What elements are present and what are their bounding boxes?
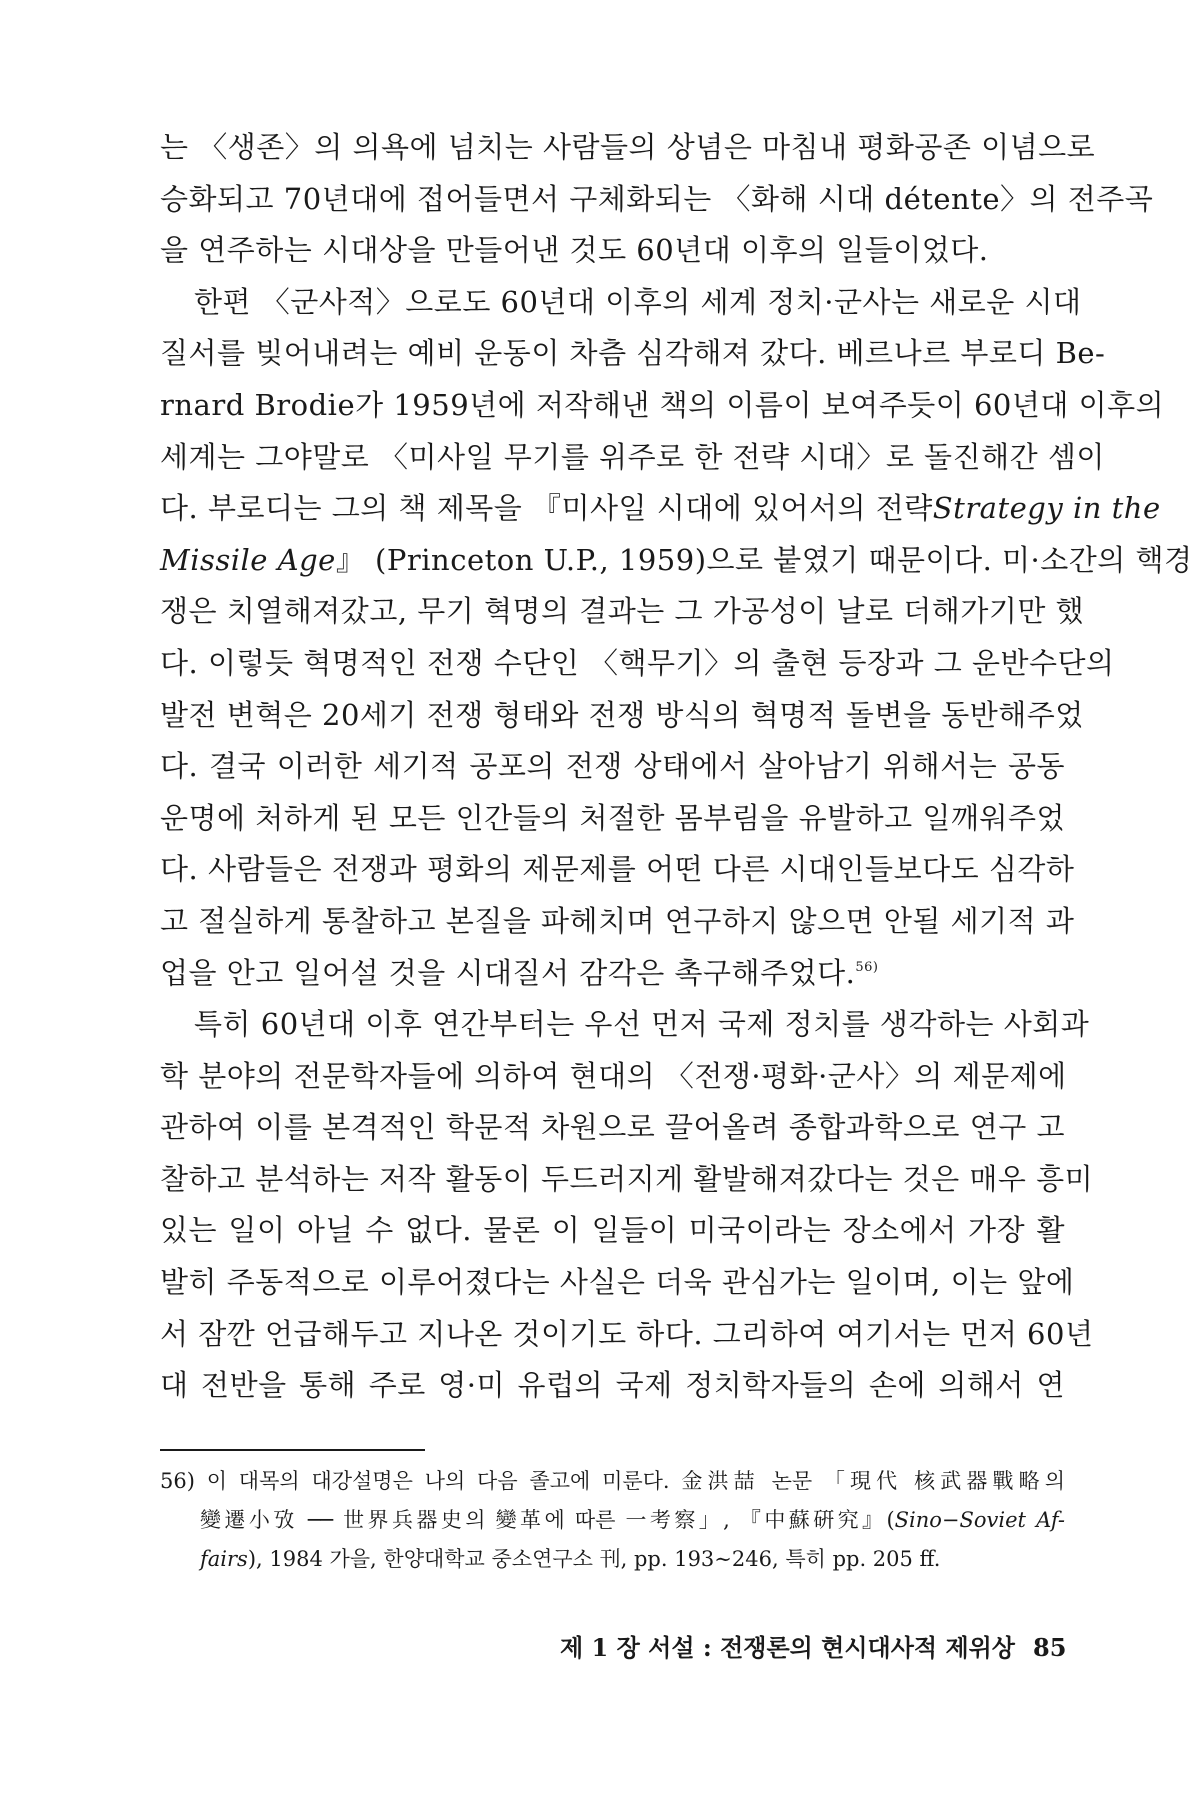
body-line: 발전 변혁은 20세기 전쟁 형태와 전쟁 방식의 혁명적 돌변을 동반해주었 [160,697,1084,732]
body-line: 운명에 처하게 된 모든 인간들의 처절한 몸부림을 유발하고 일깨워주었 [160,800,1065,835]
footnote-line [160,1501,1065,1540]
footnote-reference[interactable]: 56) [855,959,879,975]
body-line: 찰하고 분석하는 저작 활동이 두드러지게 활발해져갔다는 것은 매우 흥미 [160,1161,1094,1196]
body-line: rnard Brodie가 1959년에 저작해낸 책의 이름이 보여주듯이 60년대 이후의 [160,387,1165,422]
body-line: 서 잠깐 언급해두고 지나온 것이기도 하다. 그리하여 여기서는 먼저 60년 [160,1316,1094,1351]
footnote-italic: Sino−Soviet Af- [894,1508,1065,1532]
page-footer [560,1628,1066,1663]
body-text [160,122,1193,1412]
body-line-text: 』 (Princeton U.P., 1959)으로 붙였기 때문이다. 미·소간의 핵경 [335,542,1193,577]
body-line: 한편 〈군사적〉으로도 60년대 이후의 세계 정치·군사는 새로운 시대 [194,284,1082,319]
body-line: 질서를 빚어내려는 예비 운동이 차츰 심각해져 갔다. 베르나르 부로디 Be- [160,336,1106,371]
book-title-italic: Strategy in the [932,491,1161,526]
footnote-divider [160,1449,425,1451]
body-line: 다. 이렇듯 혁명적인 전쟁 수단인 〈핵무기〉의 출현 등장과 그 운반수단의 [160,645,1115,680]
body-line: 세계는 그야말로 〈미사일 무기를 위주로 한 전략 시대〉로 돌진해간 셈이 [160,439,1105,474]
body-line: 특히 60년대 이후 연간부터는 우선 먼저 국제 정치를 생각하는 사회과 [194,1007,1090,1042]
body-line [160,483,1161,535]
body-line: 관하여 이를 본격적인 학문적 차원으로 끌어올려 종합과학으로 연구 고 [160,1110,1065,1145]
body-line: 쟁은 치열해져갔고, 무기 혁명의 결과는 그 가공성이 날로 더해가기만 했 [160,594,1085,629]
footnote-text: ), 1984 가을, 한양대학교 중소연구소 刊, pp. 193∼246, 특히 pp. 205 ff. [247,1547,941,1571]
body-line: 발히 주동적으로 이루어졌다는 사실은 더욱 관심가는 일이며, 이는 앞에 [160,1265,1075,1300]
body-line-text: 다. 부로디는 그의 책 제목을 『미사일 시대에 있어서의 전략 [160,491,933,526]
body-line: 을 연주하는 시대상을 만들어낸 것도 60년대 이후의 일들이었다. [160,233,989,268]
body-line: 있는 일이 아닐 수 없다. 물론 이 일들이 미국이라는 장소에서 가장 활 [160,1213,1065,1248]
body-line: 고 절실하게 통찰하고 본질을 파헤치며 연구하지 않으면 안될 세기적 과 [160,903,1075,938]
footnote [160,1462,1065,1579]
footnote-italic: fairs [200,1547,248,1571]
body-line: 다. 사람들은 전쟁과 평화의 제문제를 어떤 다른 시대인들보다도 심각하 [160,852,1075,887]
page-number: 85 [1033,1633,1067,1662]
body-line: 승화되고 70년대에 접어들면서 구체화되는 〈화해 시대 détente〉의 전주곡 [160,181,1154,216]
footnote-line: 56) 이 대목의 대강설명은 나의 다음 졸고에 미룬다. 金洪喆 논문 「現代 核武器戰略의 [160,1469,1065,1493]
body-line [160,535,1193,587]
running-title: 제 1 장 서설 : 전쟁론의 현시대사적 제위상 [560,1633,1015,1662]
footnote-line [160,1540,1065,1579]
book-title-italic: Missile Age [160,542,336,577]
body-line: 학 분야의 전문학자들에 의하여 현대의 〈전쟁·평화·군사〉의 제문제에 [160,1058,1067,1093]
body-line: 다. 결국 이러한 세기적 공포의 전쟁 상태에서 살아남기 위해서는 공동 [160,749,1065,784]
footnote-text: 變遷小攷 ── 世界兵器史의 變革에 따른 一考察」, 『中蘇硏究』( [200,1508,895,1532]
body-line-text: 업을 안고 일어설 것을 시대질서 감각은 촉구해주었다. [160,955,856,990]
body-line [160,948,1065,1000]
body-line: 대 전반을 통해 주로 영·미 유럽의 국제 정치학자들의 손에 의해서 연 [160,1368,1065,1403]
body-line: 는 〈생존〉의 의욕에 넘치는 사람들의 상념은 마침내 평화공존 이념으로 [160,130,1096,164]
